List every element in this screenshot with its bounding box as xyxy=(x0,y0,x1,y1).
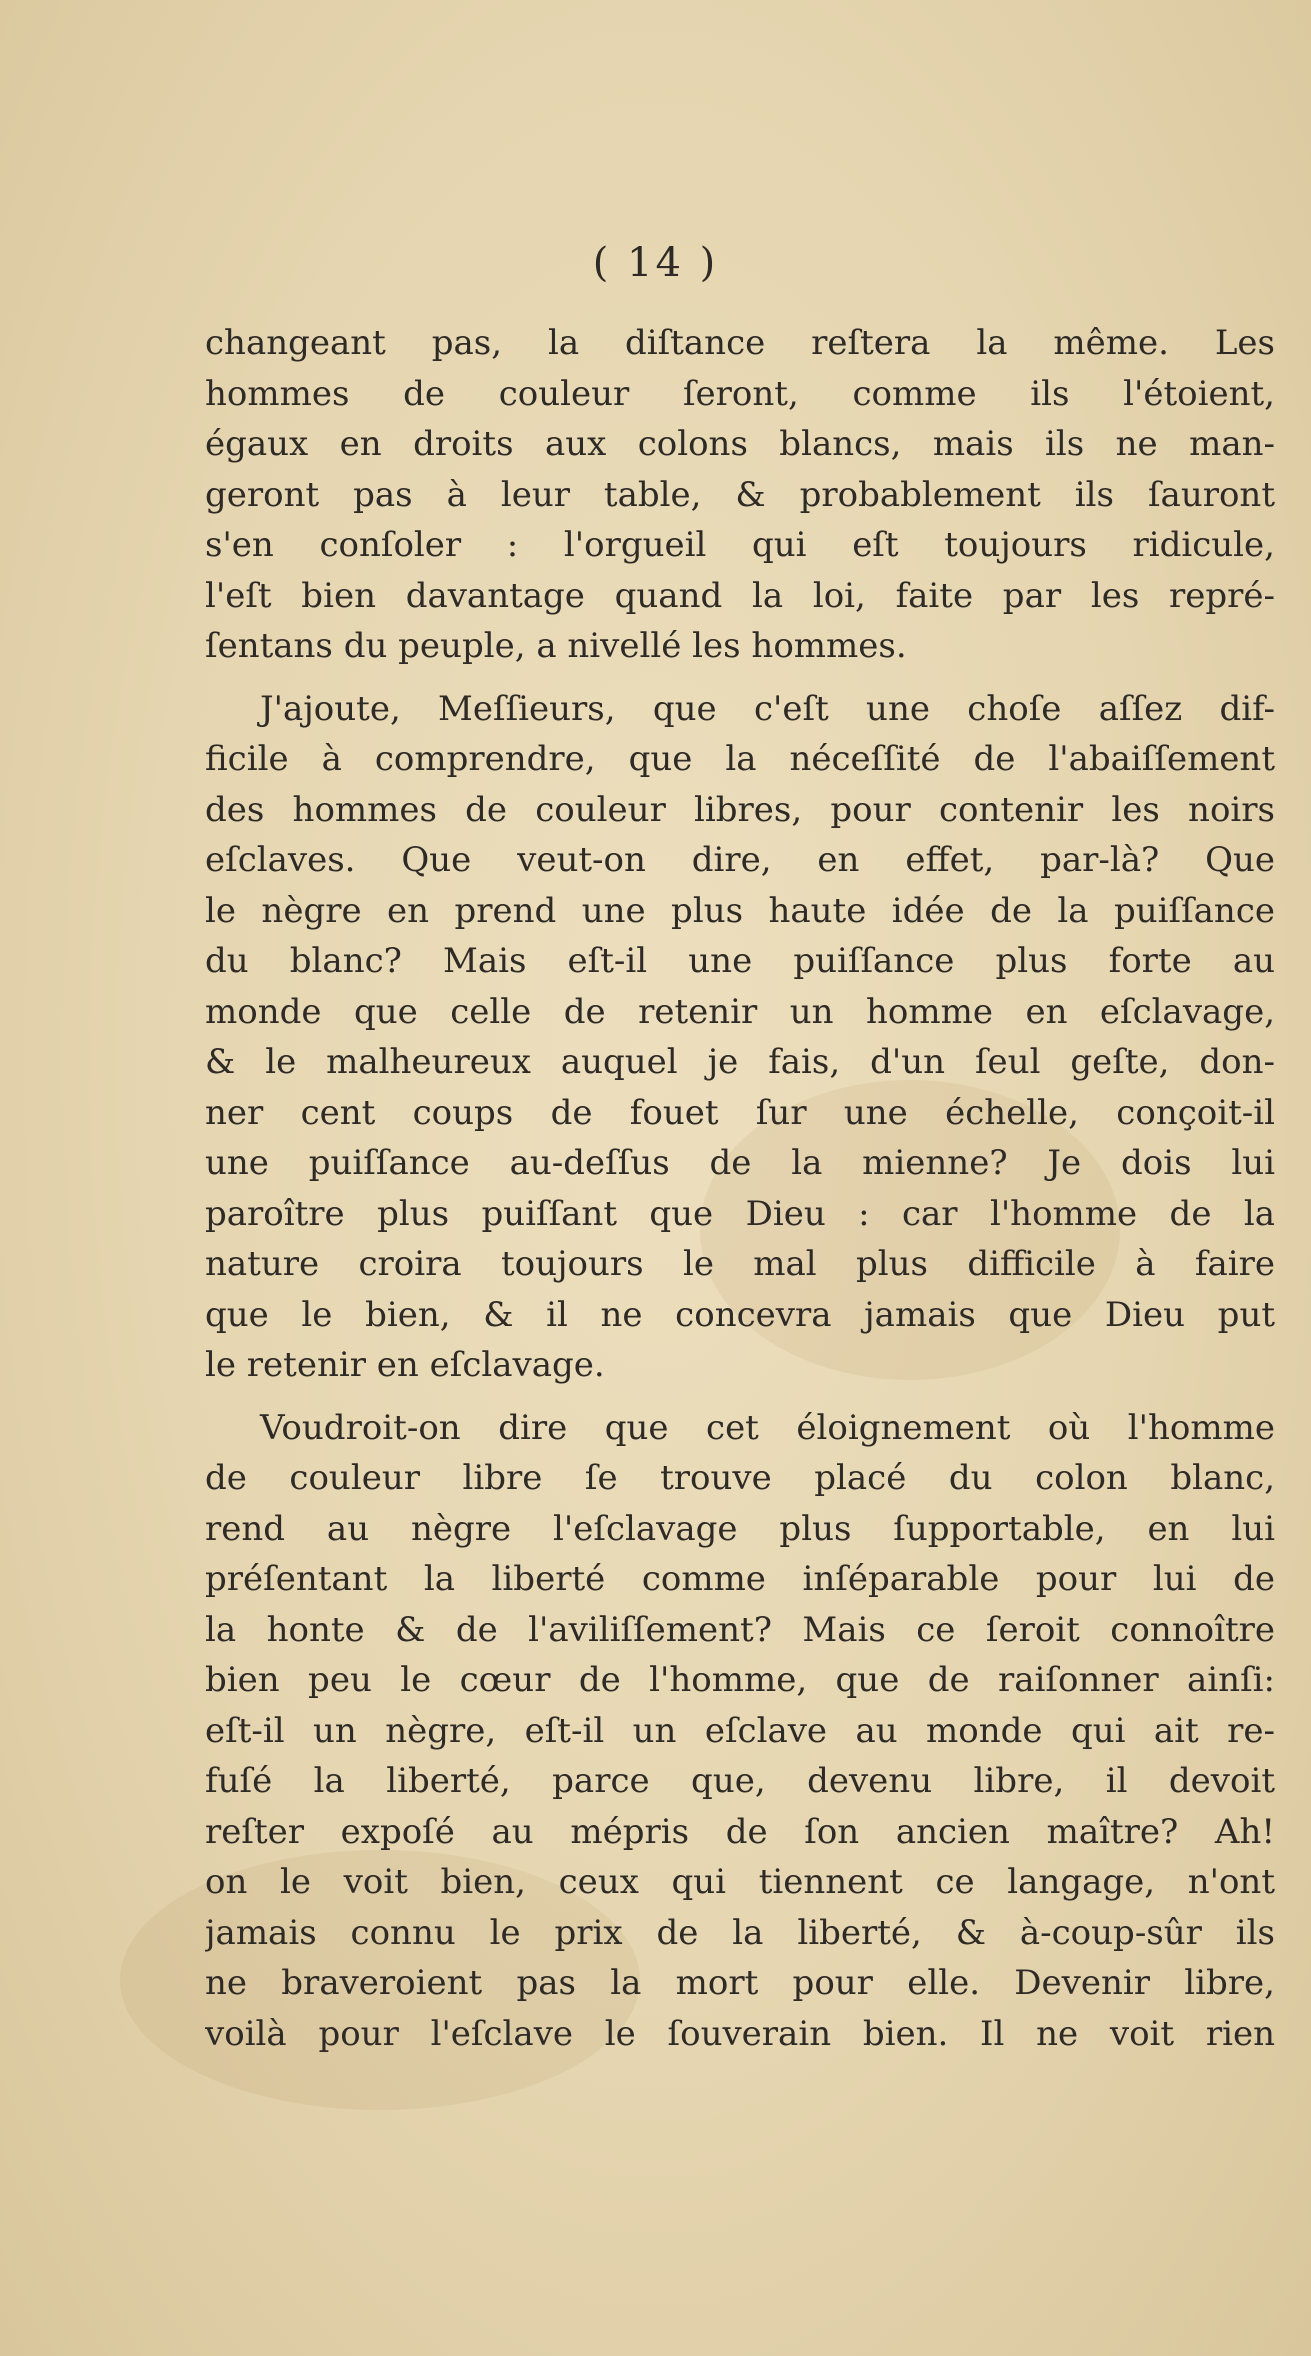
text-line: une puiſſance au-deſſus de la mienne? Je dois lui xyxy=(205,1143,1275,1183)
text-line: jamais connu le prix de la liberté, & à-coup-sûr ils xyxy=(205,1912,1275,1953)
paragraph-1 xyxy=(205,318,1275,672)
text-line: l'eſt bien davantage quand la loi, faite par les repré- xyxy=(205,575,1275,616)
text-line: geront pas à leur table, & probablement ils ſauront xyxy=(205,474,1275,515)
text-line: J'ajoute, Meſſieurs, que c'eſt une choſe aſſez dif- xyxy=(260,688,1275,729)
text-line: eſclaves. Que veut-on dire, en effet, par-là? Que xyxy=(205,840,1275,880)
body-text xyxy=(205,318,1275,2059)
text-line: voilà pour l'eſclave le ſouverain bien. Il ne voit rien xyxy=(205,2013,1275,2054)
text-line: Voudroit-on dire que cet éloignement où l'homme xyxy=(260,1407,1275,1448)
text-line: paroître plus puiſſant que Dieu : car l'homme de la xyxy=(205,1193,1275,1234)
text-line: de couleur libre ſe trouve placé du colon blanc, xyxy=(205,1458,1275,1498)
text-line: des hommes de couleur libres, pour contenir les noirs xyxy=(205,789,1275,830)
text-line: que le bien, & il ne concevra jamais que Dieu put xyxy=(205,1294,1275,1335)
paragraph-2 xyxy=(205,684,1275,1391)
text-line: reſter expoſé au mépris de ſon ancien maître? Ah! xyxy=(205,1811,1275,1852)
text-line: rend au nègre l'eſclavage plus ſupportable, en lui xyxy=(205,1508,1275,1549)
text-line: le retenir en eſclavage. xyxy=(205,1345,605,1385)
text-line: égaux en droits aux colons blancs, mais ils ne man- xyxy=(205,424,1275,464)
text-line: ſentans du peuple, a nivellé les hommes. xyxy=(205,626,907,666)
text-line: ficile à comprendre, que la néceſſité de l'abaiſſement xyxy=(205,739,1275,779)
paragraph-3 xyxy=(205,1403,1275,2060)
text-line: s'en conſoler : l'orgueil qui eſt toujours ridicule, xyxy=(205,525,1275,565)
text-line: bien peu le cœur de l'homme, que de raiſonner ainſi: xyxy=(205,1660,1275,1700)
text-line: eſt-il un nègre, eſt-il un eſclave au monde qui ait re- xyxy=(205,1710,1275,1751)
text-line: nature croira toujours le mal plus difficile à faire xyxy=(205,1244,1275,1284)
text-line: ner cent coups de fouet ſur une échelle, conçoit-il xyxy=(205,1092,1275,1133)
text-line: le nègre en prend une plus haute idée de la puiſſance xyxy=(205,890,1275,931)
text-line: hommes de couleur ſeront, comme ils l'étoient, xyxy=(205,373,1275,414)
text-line: & le malheureux auquel je fais, d'un ſeul geſte, don- xyxy=(205,1042,1275,1082)
text-line: fuſé la liberté, parce que, devenu libre, il devoit xyxy=(205,1761,1275,1801)
text-line: on le voit bien, ceux qui tiennent ce langage, n'ont xyxy=(205,1862,1275,1902)
text-line: monde que celle de retenir un homme en eſclavage, xyxy=(205,991,1275,1032)
paragraph-gap xyxy=(205,672,1275,684)
page-number: ( 14 ) xyxy=(592,240,719,286)
text-line: ne braveroient pas la mort pour elle. Devenir libre, xyxy=(205,1963,1275,2003)
text-line: du blanc? Mais eſt-il une puiſſance plus forte au xyxy=(205,941,1275,981)
text-line: changeant pas, la diſtance reſtera la même. Les xyxy=(205,323,1275,363)
text-line: la honte & de l'aviliſſement? Mais ce ſeroit connoître xyxy=(205,1609,1275,1650)
text-line: préſentant la liberté comme inſéparable pour lui de xyxy=(205,1559,1275,1599)
paragraph-gap xyxy=(205,1391,1275,1403)
